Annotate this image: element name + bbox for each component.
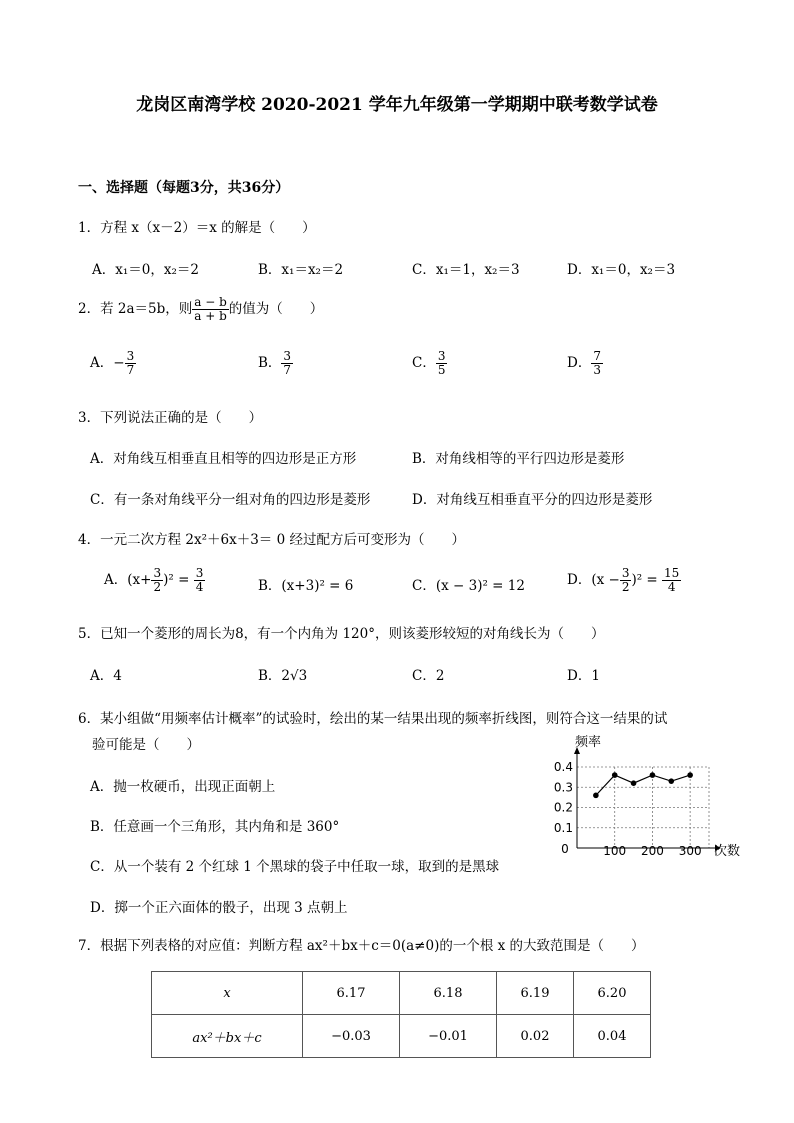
q1-stem: 1．方程 x（x－2）＝x 的解是（ ） bbox=[78, 220, 316, 236]
q1-option-a: A．x₁＝0，x₂＝2 bbox=[92, 262, 199, 278]
q4-stem: 4．一元二次方程 2x²＋6x＋3＝ 0 经过配方后可变形为（ ） bbox=[78, 532, 465, 548]
q2-c-den: 5 bbox=[437, 363, 446, 378]
q4-a-frac1 bbox=[151, 567, 163, 594]
q2-a-label: A．− bbox=[90, 355, 125, 372]
q7-stem: 7．根据下列表格的对应值：判断方程 ax²＋bx＋c＝0(a≠0)的一个根 x 的大致范围是（ ） bbox=[78, 938, 645, 954]
q2-frac-den: a + b bbox=[194, 309, 227, 324]
table-cell: 6.17 bbox=[303, 972, 400, 1015]
q2-stem-post: 的值为（ ） bbox=[228, 301, 324, 318]
q2-d-num: 7 bbox=[593, 349, 601, 363]
y-tick-label: 0.4 bbox=[553, 760, 573, 774]
q2-d-den: 3 bbox=[593, 363, 601, 378]
data-point bbox=[612, 772, 618, 778]
origin-label: 0 bbox=[561, 842, 569, 856]
q3-option-d: D．对角线互相垂直平分的四边形是菱形 bbox=[412, 492, 653, 508]
q1-option-b: B．x₁＝x₂＝2 bbox=[258, 262, 344, 278]
q5-option-c: C．2 bbox=[412, 668, 445, 684]
section-heading: 一、选择题（每题3分，共36分） bbox=[78, 180, 290, 196]
q2-b-frac bbox=[281, 350, 293, 377]
q5-stem: 5．已知一个菱形的周长为8，有一个内角为 120°，则该菱形较短的对角线长为（ ） bbox=[78, 626, 605, 642]
y-tick-label: 0.2 bbox=[553, 800, 573, 815]
q6-option-d: D．掷一个正六面体的骰子，出现 3 点朝上 bbox=[90, 900, 348, 916]
series-line bbox=[596, 775, 690, 795]
q2-option-a bbox=[90, 350, 136, 377]
table-cell: x bbox=[152, 972, 303, 1015]
q2-a-num: 3 bbox=[126, 349, 135, 363]
q4-a-n2: 3 bbox=[195, 566, 204, 580]
q4-option-c: C．(x − 3)² = 12 bbox=[412, 578, 525, 594]
q2-a-frac bbox=[125, 350, 137, 377]
table-cell: 6.20 bbox=[574, 972, 651, 1015]
data-point bbox=[687, 772, 693, 778]
table-cell: 6.19 bbox=[497, 972, 574, 1015]
q7-value-table bbox=[151, 971, 651, 1058]
q3-option-c: C．有一条对角线平分一组对角的四边形是菱形 bbox=[90, 492, 371, 508]
data-point bbox=[650, 772, 656, 778]
q2-d-frac bbox=[591, 350, 603, 377]
q4-a-pre: A．(x+ bbox=[104, 572, 152, 589]
q4-option-b: B．(x+3)² = 6 bbox=[258, 578, 354, 594]
q2-fraction bbox=[192, 296, 229, 323]
frequency-line-chart bbox=[545, 730, 741, 860]
q4-d-frac2 bbox=[662, 567, 681, 594]
q4-option-a bbox=[104, 567, 205, 594]
q4-d-d1: 2 bbox=[621, 580, 630, 595]
q2-option-c bbox=[412, 350, 447, 377]
q2-c-frac bbox=[436, 350, 448, 377]
table-cell: 0.04 bbox=[574, 1015, 651, 1058]
q6-option-a: A．抛一枚硬币，出现正面朝上 bbox=[90, 779, 276, 795]
page-title: 龙岗区南湾学校 2020-2021 学年九年级第一学期期中联考数学试卷 bbox=[136, 95, 658, 115]
q4-a-d1: 2 bbox=[153, 580, 162, 595]
q4-d-frac1 bbox=[620, 567, 632, 594]
q4-d-pre: D．(x − bbox=[567, 572, 620, 589]
q2-b-label: B． bbox=[258, 355, 282, 372]
q2-stem-pre: 2．若 2a＝5b，则 bbox=[78, 301, 193, 318]
q4-a-d2: 4 bbox=[195, 580, 204, 595]
q4-d-mid: )² = bbox=[631, 572, 658, 589]
q2-stem bbox=[78, 296, 323, 323]
q2-c-num: 3 bbox=[437, 349, 446, 363]
q6-option-c: C．从一个装有 2 个红球 1 个黑球的袋子中任取一球，取到的是黑球 bbox=[90, 859, 500, 875]
q4-d-n2: 15 bbox=[664, 566, 680, 580]
table-row bbox=[152, 972, 651, 1015]
data-point bbox=[668, 778, 674, 784]
q6-stem-line1: 6．某小组做“用频率估计概率”的试验时，绘出的某一结果出现的频率折线图，则符合这一结果的试 bbox=[78, 711, 668, 727]
q2-option-d bbox=[567, 350, 603, 377]
table-cell: −0.03 bbox=[303, 1015, 400, 1058]
q3-option-b: B．对角线相等的平行四边形是菱形 bbox=[412, 451, 625, 467]
q3-option-a: A．对角线互相垂直且相等的四边形是正方形 bbox=[90, 451, 357, 467]
x-tick-label: 200 bbox=[640, 844, 664, 858]
table-cell: −0.01 bbox=[400, 1015, 497, 1058]
x-tick-label: 300 bbox=[678, 844, 702, 858]
x-axis-label: 次数 bbox=[714, 844, 741, 859]
table-row bbox=[152, 1015, 651, 1058]
q2-a-den: 7 bbox=[126, 363, 135, 378]
x-tick-label: 100 bbox=[603, 844, 627, 858]
q2-option-b bbox=[258, 350, 293, 377]
data-point bbox=[593, 793, 599, 799]
q2-b-den: 7 bbox=[283, 363, 292, 378]
q4-d-n1: 3 bbox=[621, 566, 630, 580]
table-cell: 6.18 bbox=[400, 972, 497, 1015]
q2-d-label: D． bbox=[567, 355, 592, 372]
q6-stem-line2: 验可能是（ ） bbox=[92, 737, 200, 753]
data-point bbox=[631, 780, 637, 786]
q1-option-c: C．x₁＝1，x₂＝3 bbox=[412, 262, 520, 278]
q5-option-b: B．2√3 bbox=[258, 668, 308, 684]
y-axis-label: 频率 bbox=[575, 735, 602, 750]
q2-b-num: 3 bbox=[283, 349, 292, 363]
q1-option-d: D．x₁＝0，x₂＝3 bbox=[567, 262, 676, 278]
q6-option-b: B．任意画一个三角形，其内角和是 360° bbox=[90, 819, 340, 835]
q4-a-frac2 bbox=[194, 567, 206, 594]
y-tick-label: 0.3 bbox=[553, 780, 573, 795]
q5-option-d: D．1 bbox=[567, 668, 600, 684]
q3-stem: 3．下列说法正确的是（ ） bbox=[78, 410, 263, 426]
q2-c-label: C． bbox=[412, 355, 436, 372]
table-cell: ax²＋bx＋c bbox=[152, 1015, 303, 1058]
q5-option-a: A．4 bbox=[90, 668, 122, 684]
q4-option-d bbox=[567, 567, 681, 594]
q4-a-n1: 3 bbox=[153, 566, 162, 580]
table-cell: 0.02 bbox=[497, 1015, 574, 1058]
q2-frac-num: a − b bbox=[194, 295, 227, 309]
q4-d-d2: 4 bbox=[667, 580, 676, 595]
y-tick-label: 0.1 bbox=[553, 820, 573, 835]
q4-a-mid: )² = bbox=[163, 572, 190, 589]
